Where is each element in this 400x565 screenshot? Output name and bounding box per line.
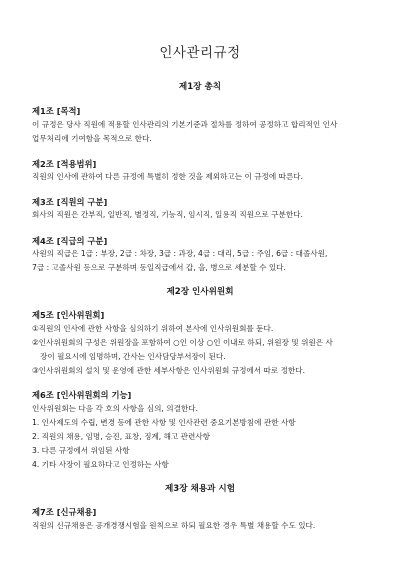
article-6-line-5: 4. 기타 사장이 필요하다고 인정하는 사항 [32,460,169,469]
article-1-line-2: 업무처리에 기여함을 목적으로 한다. [32,134,152,143]
article-5-line-2: ②인사위원회의 구성은 위원장을 포함하여 ○인 이상 ○인 이내로 하되, 위원장 및 위원은 사 [32,338,333,347]
article-heading-2: 제2조 [적용범위] [32,159,97,169]
article-heading-1: 제1조 [목적] [32,106,81,116]
document-title: 인사관리규정 [159,45,241,61]
article-1-line-1: 이 규정은 당사 직원에 적용할 인사관리의 기본기준과 절차를 정하여 공정하고 합리적인 인사 [32,120,338,129]
article-6-line-2: 1. 인사제도의 수립, 변경 등에 관한 사항 및 인사관련 중요기본방침에 관한 사항 [32,418,296,427]
article-5-line-3: 장이 필요시에 임명하며, 간사는 인사담당부서장이 된다. [40,352,226,361]
article-6-line-4: 3. 다른 규정에서 위임된 사항 [32,446,130,455]
article-4-line-2: 7급 : 고졸사원 등으로 구분하며 동일직급에서 갑, 을, 병으로 세분할 수 있다. [32,263,286,272]
article-5-line-1: ①직원의 인사에 관한 사항을 심의하기 위하여 본사에 인사위원회를 둔다. [32,324,274,333]
article-heading-5: 제5조 [인사위원회] [32,310,105,320]
article-5-line-4: ③인사위원회의 설치 및 운영에 관한 세부사항은 인사위원회 규정에서 따로 정한다. [32,366,306,375]
article-6-line-3: 2. 직원의 채용, 임명, 승진, 표창, 징계, 해고 관련사항 [32,432,210,441]
article-heading-3: 제3조 [직원의 구분] [32,197,108,207]
article-heading-7: 제7조 [신규채용] [32,507,97,517]
article-7-line-1: 직원의 신규채용은 공개경쟁시험을 원칙으로 하되 필요한 경우 특별 채용할 수도 있다. [32,521,316,530]
chapter-heading-1: 제1장 총칙 [178,82,222,92]
article-3-line-1: 회사의 직원은 간부직, 일반직, 별정직, 기능직, 임시직, 일용직 직원으로 구분한다. [32,210,303,219]
article-4-line-1: 사원의 직급은 1급 : 부장, 2급 : 차장, 3급 : 과장, 4급 : 대리, 5급 : 주임, 6급 : 대졸사원, [32,249,328,258]
chapter-heading-2: 제2장 인사위원회 [166,287,234,297]
article-2-line-1: 직원의 인사에 관하여 다른 규정에 특별히 정한 것을 제외하고는 이 규정에 따른다. [32,172,304,181]
article-heading-6: 제6조 [인사위원회의 기능] [32,390,132,400]
chapter-heading-3: 제3장 채용과 시험 [164,484,236,494]
article-heading-4: 제4조 [직급의 구분] [32,236,108,246]
article-6-line-1: 인사위원회는 다음 각 호의 사항을 심의, 의결한다. [32,404,199,413]
